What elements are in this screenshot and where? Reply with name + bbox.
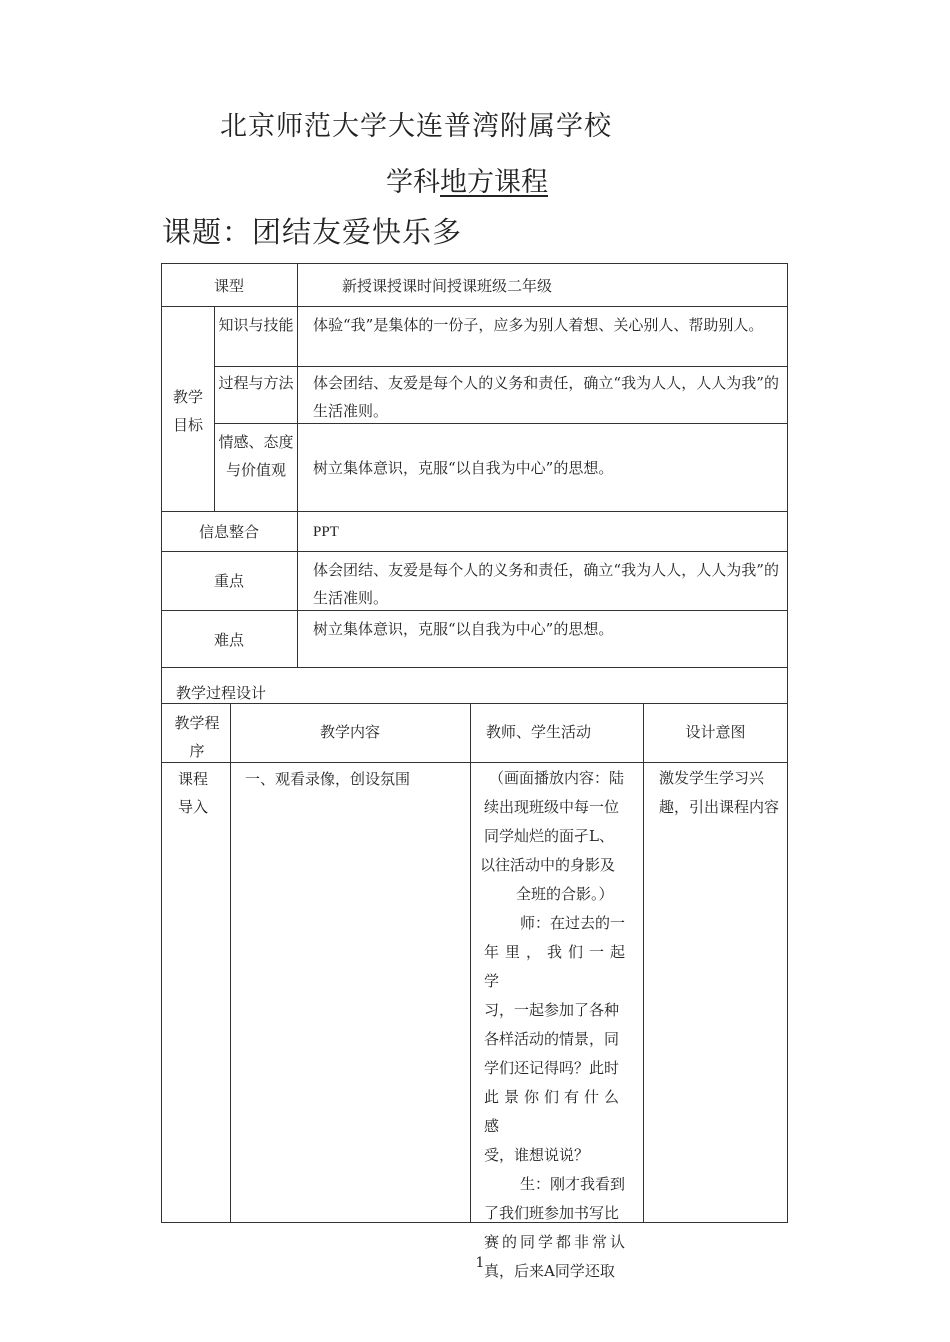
activity-line: 此景你们有什么感 [484,1088,625,1135]
difficulty-value: 树立集体意识，克服“以自我为中心”的思想。 [313,620,614,638]
activity-line: 全班的合影。） [516,885,614,903]
goal-knowledge-label: 知识与技能 [218,316,294,334]
activity-line: 续出现班级中每一位 [484,798,620,816]
goal-process-text: 体会团结、友爱是每个人的义务和责任，确立“我为人人，人人为我”的生活准则。 [313,374,779,420]
info-value: PPT [313,524,339,540]
activity-line: 赛的同学都非常认 [484,1233,629,1251]
goals-label: 教学目标 [172,388,203,434]
row1-step: 课程导入 [178,770,209,816]
difficulty-label: 难点 [213,631,244,649]
goal-emotion-text: 树立集体意识，克服“以自我为中心”的思想。 [313,459,614,477]
activity-line: 各样活动的情景，同 [484,1030,620,1048]
row1-content: 一、观看录像，创设氛围 [245,770,411,788]
activity-line: 了我们班参加书写比 [484,1204,620,1222]
process-section-title: 教学过程设计 [176,684,267,702]
row1-activity [480,764,638,1286]
activity-line: 师：在过去的一 [520,914,626,932]
col-intent-header: 设计意图 [685,723,746,741]
subject-prefix: 学科 [386,167,440,198]
goal-process-label: 过程与方法 [218,374,294,392]
activity-line: 习，一起参加了各种 [484,1001,620,1019]
activity-line: （画面播放内容：陆 [489,769,625,787]
topic-title: 课题：团结友爱快乐多 [162,215,463,249]
col-activity-header: 教师、学生活动 [486,723,592,741]
page-number: 1 [475,1255,485,1271]
subject-line [386,160,548,199]
type-label: 课型 [213,277,244,295]
school-title: 北京师范大学大连普湾附属学校 [220,111,612,142]
type-value: 新授课授课时间授课班级二年级 [342,277,553,295]
activity-line: 生：刚才我看到 [520,1175,626,1193]
info-label: 信息整合 [198,523,259,541]
row1-intent: 激发学生学习兴趣，引出课程内容 [659,769,780,816]
activity-line: 真，后来A同学还取 [484,1262,615,1280]
col-step-header: 教学程序 [174,714,220,760]
activity-line: 同学灿烂的面孑L、 [484,827,614,845]
goal-emotion-label: 情感、态度与价值观 [218,433,294,479]
col-content-header: 教学内容 [319,723,380,741]
activity-line: 以往活动中的身影及 [480,856,616,874]
goal-knowledge-text: 体验“我”是集体的一份子，应多为别人着想、关心别人、帮助别人。 [313,316,764,334]
subject-name: 地方课程 [440,167,548,198]
activity-line: 年里，我们一起学 [484,943,632,990]
key-label: 重点 [213,572,244,590]
key-value: 体会团结、友爱是每个人的义务和责任，确立“我为人人，人人为我”的生活准则。 [313,561,779,607]
activity-line: 学们还记得吗？此时 [484,1059,620,1077]
activity-line: 受，谁想说说？ [484,1146,590,1164]
